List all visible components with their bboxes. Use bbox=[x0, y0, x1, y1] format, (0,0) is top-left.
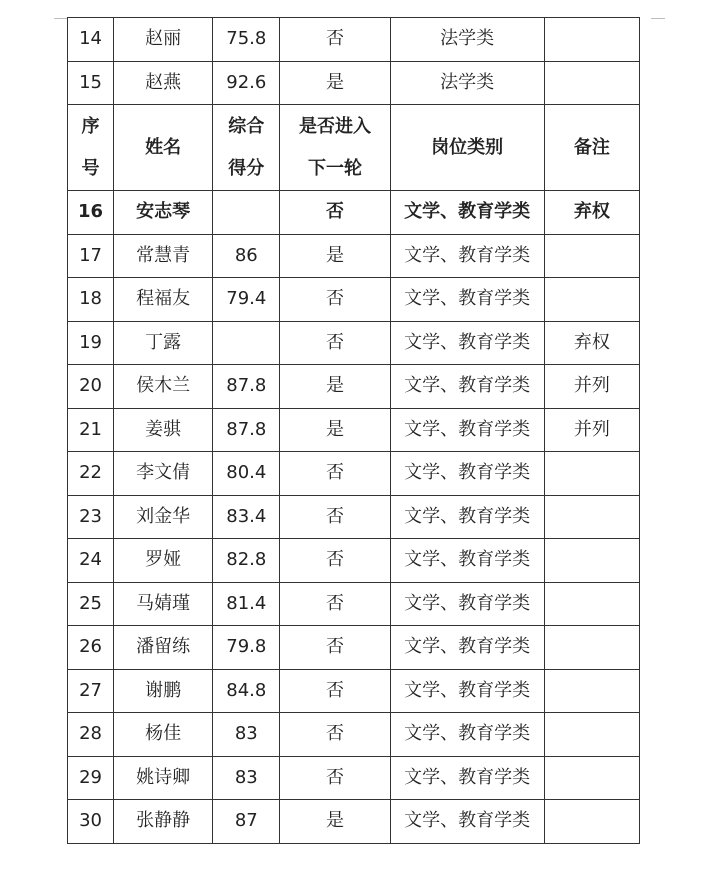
cell-advance: 否 bbox=[280, 278, 390, 322]
header-category: 岗位类别 bbox=[390, 105, 544, 191]
table-row bbox=[68, 495, 640, 539]
cell-remark: 并列 bbox=[544, 408, 639, 452]
cell-remark: 并列 bbox=[544, 365, 639, 409]
cell-remark bbox=[544, 452, 639, 496]
table-body-top bbox=[68, 18, 640, 105]
cell-name: 赵丽 bbox=[114, 18, 213, 62]
cell-advance: 否 bbox=[280, 669, 390, 713]
cell-category: 文学、教育学类 bbox=[390, 278, 544, 322]
cell-category: 法学类 bbox=[390, 18, 544, 62]
cell-name: 潘留练 bbox=[114, 626, 213, 670]
cell-advance: 否 bbox=[280, 321, 390, 365]
cell-score bbox=[213, 321, 280, 365]
table-row bbox=[68, 582, 640, 626]
cell-advance: 是 bbox=[280, 408, 390, 452]
cell-advance: 否 bbox=[280, 452, 390, 496]
header-row bbox=[68, 105, 640, 191]
table-row bbox=[68, 234, 640, 278]
cell-score: 83.4 bbox=[213, 495, 280, 539]
cell-name: 姜骐 bbox=[114, 408, 213, 452]
table-row bbox=[68, 452, 640, 496]
header-remark: 备注 bbox=[544, 105, 639, 191]
cell-advance: 否 bbox=[280, 18, 390, 62]
cell-index: 29 bbox=[68, 756, 114, 800]
cell-score: 84.8 bbox=[213, 669, 280, 713]
table-body-bottom bbox=[68, 191, 640, 844]
cell-score: 75.8 bbox=[213, 18, 280, 62]
cell-category: 法学类 bbox=[390, 61, 544, 105]
cell-advance: 否 bbox=[280, 539, 390, 583]
cell-remark bbox=[544, 626, 639, 670]
results-table bbox=[67, 17, 640, 844]
cell-remark: 弃权 bbox=[544, 321, 639, 365]
cell-score: 87.8 bbox=[213, 365, 280, 409]
cell-score: 86 bbox=[213, 234, 280, 278]
cell-name: 刘金华 bbox=[114, 495, 213, 539]
cell-remark: 弃权 bbox=[544, 191, 639, 235]
cell-score: 82.8 bbox=[213, 539, 280, 583]
page-corner-mark-right bbox=[651, 0, 665, 19]
table-row bbox=[68, 321, 640, 365]
cell-category: 文学、教育学类 bbox=[390, 800, 544, 844]
table-row bbox=[68, 756, 640, 800]
cell-category: 文学、教育学类 bbox=[390, 582, 544, 626]
cell-index: 28 bbox=[68, 713, 114, 757]
cell-remark bbox=[544, 234, 639, 278]
table-row bbox=[68, 365, 640, 409]
cell-remark bbox=[544, 713, 639, 757]
cell-index: 17 bbox=[68, 234, 114, 278]
cell-score bbox=[213, 191, 280, 235]
cell-category: 文学、教育学类 bbox=[390, 191, 544, 235]
cell-remark bbox=[544, 18, 639, 62]
cell-category: 文学、教育学类 bbox=[390, 626, 544, 670]
cell-category: 文学、教育学类 bbox=[390, 669, 544, 713]
cell-index: 25 bbox=[68, 582, 114, 626]
cell-name: 张静静 bbox=[114, 800, 213, 844]
cell-index: 26 bbox=[68, 626, 114, 670]
cell-name: 侯木兰 bbox=[114, 365, 213, 409]
table-row bbox=[68, 539, 640, 583]
cell-name: 常慧青 bbox=[114, 234, 213, 278]
cell-index: 22 bbox=[68, 452, 114, 496]
cell-score: 80.4 bbox=[213, 452, 280, 496]
cell-category: 文学、教育学类 bbox=[390, 365, 544, 409]
cell-advance: 是 bbox=[280, 800, 390, 844]
header-score: 综合 得分 bbox=[213, 105, 280, 191]
table-row bbox=[68, 408, 640, 452]
cell-score: 87.8 bbox=[213, 408, 280, 452]
cell-index: 23 bbox=[68, 495, 114, 539]
table-header bbox=[68, 105, 640, 191]
cell-category: 文学、教育学类 bbox=[390, 321, 544, 365]
cell-name: 谢鹏 bbox=[114, 669, 213, 713]
table-row bbox=[68, 669, 640, 713]
cell-remark bbox=[544, 539, 639, 583]
table-row bbox=[68, 18, 640, 62]
header-advance: 是否进入 下一轮 bbox=[280, 105, 390, 191]
cell-category: 文学、教育学类 bbox=[390, 713, 544, 757]
cell-category: 文学、教育学类 bbox=[390, 408, 544, 452]
cell-advance: 否 bbox=[280, 626, 390, 670]
cell-score: 92.6 bbox=[213, 61, 280, 105]
cell-score: 83 bbox=[213, 756, 280, 800]
cell-remark bbox=[544, 61, 639, 105]
cell-name: 程福友 bbox=[114, 278, 213, 322]
table-row bbox=[68, 800, 640, 844]
cell-name: 姚诗卿 bbox=[114, 756, 213, 800]
cell-category: 文学、教育学类 bbox=[390, 495, 544, 539]
cell-advance: 否 bbox=[280, 582, 390, 626]
cell-index: 14 bbox=[68, 18, 114, 62]
cell-index: 21 bbox=[68, 408, 114, 452]
cell-score: 83 bbox=[213, 713, 280, 757]
cell-index: 16 bbox=[68, 191, 114, 235]
cell-remark bbox=[544, 756, 639, 800]
cell-index: 27 bbox=[68, 669, 114, 713]
cell-name: 罗娅 bbox=[114, 539, 213, 583]
cell-score: 87 bbox=[213, 800, 280, 844]
cell-name: 杨佳 bbox=[114, 713, 213, 757]
table-row bbox=[68, 626, 640, 670]
page-corner-mark-left bbox=[54, 0, 68, 19]
cell-score: 79.4 bbox=[213, 278, 280, 322]
cell-category: 文学、教育学类 bbox=[390, 539, 544, 583]
table-row bbox=[68, 713, 640, 757]
cell-index: 20 bbox=[68, 365, 114, 409]
header-index: 序 号 bbox=[68, 105, 114, 191]
cell-category: 文学、教育学类 bbox=[390, 452, 544, 496]
cell-name: 安志琴 bbox=[114, 191, 213, 235]
cell-index: 24 bbox=[68, 539, 114, 583]
cell-score: 81.4 bbox=[213, 582, 280, 626]
cell-advance: 是 bbox=[280, 234, 390, 278]
header-name: 姓名 bbox=[114, 105, 213, 191]
table-row bbox=[68, 191, 640, 235]
cell-category: 文学、教育学类 bbox=[390, 234, 544, 278]
cell-index: 18 bbox=[68, 278, 114, 322]
cell-advance: 否 bbox=[280, 756, 390, 800]
cell-name: 赵燕 bbox=[114, 61, 213, 105]
cell-index: 30 bbox=[68, 800, 114, 844]
table-row bbox=[68, 278, 640, 322]
cell-category: 文学、教育学类 bbox=[390, 756, 544, 800]
cell-name: 马婧瑾 bbox=[114, 582, 213, 626]
cell-index: 19 bbox=[68, 321, 114, 365]
cell-remark bbox=[544, 278, 639, 322]
cell-name: 李文倩 bbox=[114, 452, 213, 496]
cell-advance: 否 bbox=[280, 191, 390, 235]
cell-score: 79.8 bbox=[213, 626, 280, 670]
cell-name: 丁露 bbox=[114, 321, 213, 365]
cell-remark bbox=[544, 669, 639, 713]
cell-advance: 是 bbox=[280, 61, 390, 105]
cell-advance: 是 bbox=[280, 365, 390, 409]
cell-index: 15 bbox=[68, 61, 114, 105]
cell-remark bbox=[544, 582, 639, 626]
table-row bbox=[68, 61, 640, 105]
cell-advance: 否 bbox=[280, 713, 390, 757]
cell-remark bbox=[544, 495, 639, 539]
cell-advance: 否 bbox=[280, 495, 390, 539]
cell-remark bbox=[544, 800, 639, 844]
